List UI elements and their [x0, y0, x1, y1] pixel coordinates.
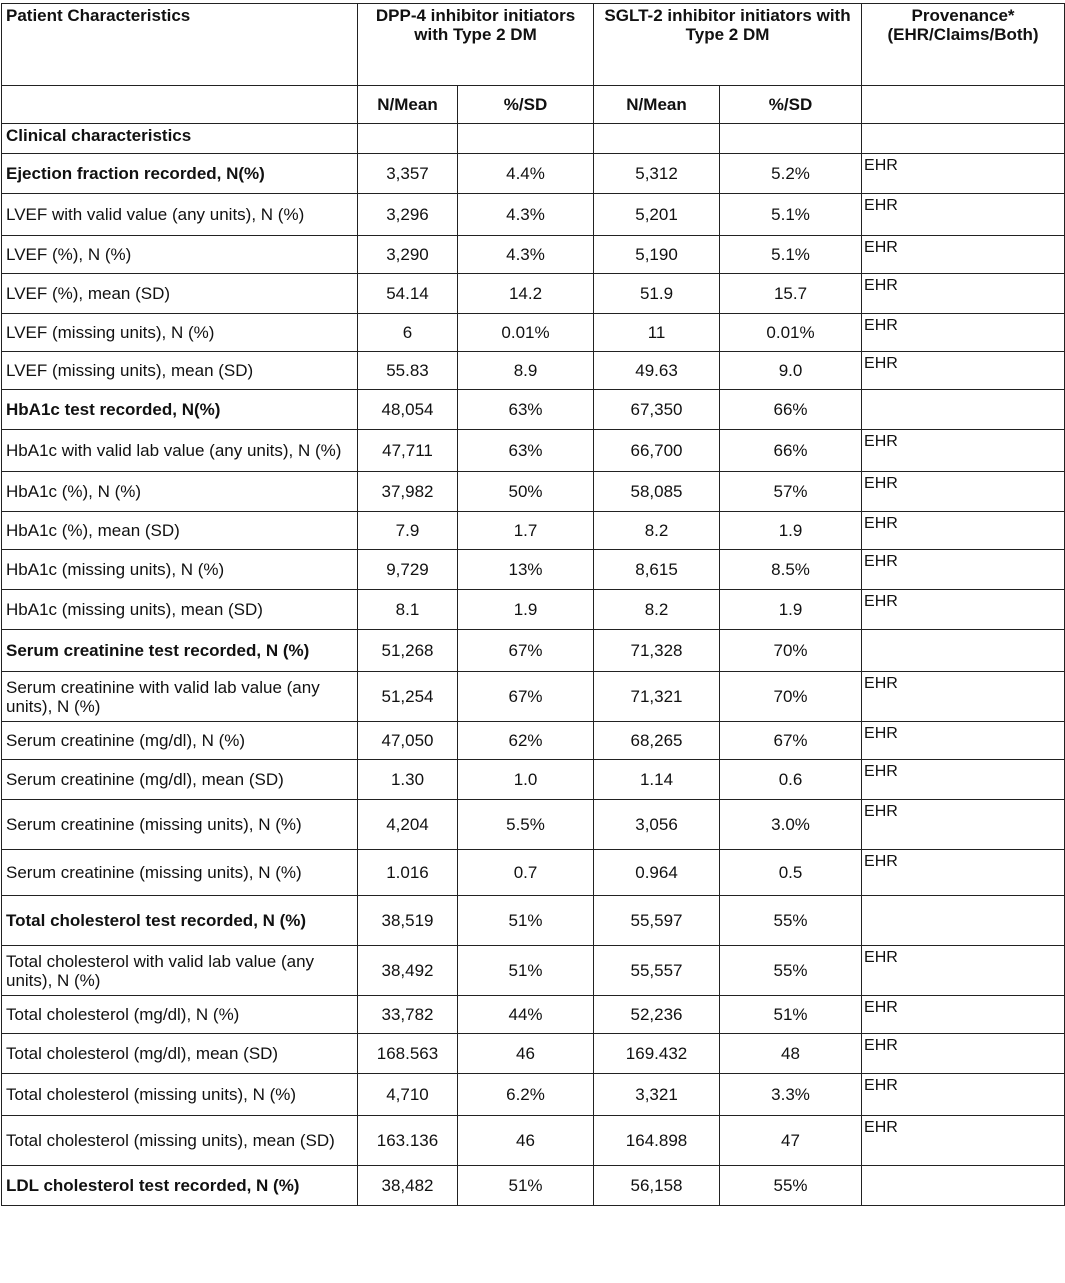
provenance-cell: [862, 1166, 1065, 1206]
provenance-cell: [862, 896, 1065, 946]
provenance-cell: EHR: [862, 472, 1065, 512]
dpp4-n-mean-cell: 4,710: [358, 1074, 458, 1116]
sglt2-pct-sd-cell: 66%: [720, 430, 862, 472]
row-label: Serum creatinine with valid lab value (any units), N (%): [2, 672, 358, 722]
row-label: Ejection fraction recorded, N(%): [2, 154, 358, 194]
dpp4-n-mean-cell: 33,782: [358, 996, 458, 1034]
table-row: [2, 1116, 1065, 1166]
dpp4-n-mean-cell: 1.016: [358, 850, 458, 896]
dpp4-n-mean-cell: 3,357: [358, 154, 458, 194]
row-label: HbA1c (missing units), N (%): [2, 550, 358, 590]
dpp4-pct-sd-cell: 14.2: [458, 274, 594, 314]
sglt2-n-mean-cell: 51.9: [594, 274, 720, 314]
sglt2-n-mean-cell: 5,312: [594, 154, 720, 194]
table-row: [2, 154, 1065, 194]
sglt2-pct-sd-cell: 66%: [720, 390, 862, 430]
table-row: [2, 760, 1065, 800]
sglt2-pct-sd-cell: 51%: [720, 996, 862, 1034]
table-row: [2, 590, 1065, 630]
table-row: [2, 630, 1065, 672]
table-row: [2, 1166, 1065, 1206]
subheader-row: [2, 86, 1065, 124]
table-row: [2, 512, 1065, 550]
dpp4-n-mean-cell: 51,254: [358, 672, 458, 722]
sglt2-n-mean-cell: 67,350: [594, 390, 720, 430]
provenance-cell: EHR: [862, 590, 1065, 630]
row-label: LVEF (missing units), mean (SD): [2, 352, 358, 390]
row-label: Total cholesterol (mg/dl), mean (SD): [2, 1034, 358, 1074]
sglt2-pct-sd-cell: 5.1%: [720, 194, 862, 236]
sglt2-n-mean-cell: 56,158: [594, 1166, 720, 1206]
sglt2-pct-sd-cell: 47: [720, 1116, 862, 1166]
section-empty-cell: [358, 124, 458, 154]
table-row: [2, 1074, 1065, 1116]
sglt2-pct-sd-cell: 8.5%: [720, 550, 862, 590]
sglt2-n-mean-cell: 71,328: [594, 630, 720, 672]
sglt2-n-mean-cell: 5,190: [594, 236, 720, 274]
table-row: [2, 896, 1065, 946]
dpp4-pct-sd-cell: 46: [458, 1034, 594, 1074]
dpp4-n-mean-cell: 38,492: [358, 946, 458, 996]
sglt2-n-mean-cell: 66,700: [594, 430, 720, 472]
sglt2-pct-sd-cell: 67%: [720, 722, 862, 760]
provenance-cell: EHR: [862, 352, 1065, 390]
provenance-cell: EHR: [862, 996, 1065, 1034]
table-row: [2, 352, 1065, 390]
subheader-provenance-empty: [862, 86, 1065, 124]
dpp4-pct-sd-cell: 4.4%: [458, 154, 594, 194]
sglt2-n-mean-cell: 68,265: [594, 722, 720, 760]
sglt2-n-mean-cell: 164.898: [594, 1116, 720, 1166]
dpp4-pct-sd-cell: 1.7: [458, 512, 594, 550]
sglt2-pct-sd-cell: 70%: [720, 630, 862, 672]
row-label: Serum creatinine (mg/dl), N (%): [2, 722, 358, 760]
sglt2-n-mean-cell: 55,557: [594, 946, 720, 996]
dpp4-pct-sd-cell: 13%: [458, 550, 594, 590]
section-empty-cell: [862, 124, 1065, 154]
sglt2-pct-sd-cell: 55%: [720, 1166, 862, 1206]
subheader-dpp4-n-mean: N/Mean: [358, 86, 458, 124]
provenance-cell: EHR: [862, 850, 1065, 896]
row-label: Total cholesterol (missing units), N (%): [2, 1074, 358, 1116]
sglt2-pct-sd-cell: 55%: [720, 896, 862, 946]
sglt2-n-mean-cell: 3,321: [594, 1074, 720, 1116]
table-row: [2, 236, 1065, 274]
sglt2-n-mean-cell: 55,597: [594, 896, 720, 946]
sglt2-n-mean-cell: 3,056: [594, 800, 720, 850]
sglt2-n-mean-cell: 58,085: [594, 472, 720, 512]
sglt2-pct-sd-cell: 1.9: [720, 590, 862, 630]
dpp4-pct-sd-cell: 0.01%: [458, 314, 594, 352]
provenance-cell: EHR: [862, 672, 1065, 722]
table-row: [2, 314, 1065, 352]
provenance-cell: EHR: [862, 194, 1065, 236]
dpp4-n-mean-cell: 1.30: [358, 760, 458, 800]
section-empty-cell: [458, 124, 594, 154]
sglt2-n-mean-cell: 49.63: [594, 352, 720, 390]
sglt2-n-mean-cell: 8.2: [594, 512, 720, 550]
sglt2-pct-sd-cell: 1.9: [720, 512, 862, 550]
dpp4-pct-sd-cell: 63%: [458, 430, 594, 472]
row-label: HbA1c test recorded, N(%): [2, 390, 358, 430]
dpp4-pct-sd-cell: 63%: [458, 390, 594, 430]
provenance-cell: EHR: [862, 550, 1065, 590]
header-row: [2, 4, 1065, 86]
dpp4-pct-sd-cell: 0.7: [458, 850, 594, 896]
dpp4-n-mean-cell: 8.1: [358, 590, 458, 630]
sglt2-n-mean-cell: 5,201: [594, 194, 720, 236]
table-row: [2, 946, 1065, 996]
dpp4-n-mean-cell: 48,054: [358, 390, 458, 430]
provenance-cell: EHR: [862, 236, 1065, 274]
row-label: Serum creatinine (mg/dl), mean (SD): [2, 760, 358, 800]
sglt2-pct-sd-cell: 70%: [720, 672, 862, 722]
header-sglt2-group: SGLT-2 inhibitor initiators with Type 2 DM: [594, 4, 862, 86]
provenance-cell: [862, 390, 1065, 430]
table-row: [2, 722, 1065, 760]
dpp4-n-mean-cell: 6: [358, 314, 458, 352]
provenance-cell: EHR: [862, 274, 1065, 314]
table-row: [2, 274, 1065, 314]
dpp4-n-mean-cell: 55.83: [358, 352, 458, 390]
row-label: HbA1c with valid lab value (any units), N (%): [2, 430, 358, 472]
row-label: Total cholesterol test recorded, N (%): [2, 896, 358, 946]
dpp4-pct-sd-cell: 5.5%: [458, 800, 594, 850]
provenance-cell: EHR: [862, 314, 1065, 352]
row-label: Serum creatinine test recorded, N (%): [2, 630, 358, 672]
dpp4-n-mean-cell: 47,050: [358, 722, 458, 760]
sglt2-pct-sd-cell: 3.0%: [720, 800, 862, 850]
row-label: Total cholesterol (missing units), mean (SD): [2, 1116, 358, 1166]
subheader-empty-cell: [2, 86, 358, 124]
dpp4-n-mean-cell: 38,482: [358, 1166, 458, 1206]
sglt2-pct-sd-cell: 5.1%: [720, 236, 862, 274]
sglt2-n-mean-cell: 169.432: [594, 1034, 720, 1074]
section-row: [2, 124, 1065, 154]
dpp4-n-mean-cell: 163.136: [358, 1116, 458, 1166]
dpp4-pct-sd-cell: 50%: [458, 472, 594, 512]
provenance-cell: [862, 630, 1065, 672]
dpp4-pct-sd-cell: 51%: [458, 896, 594, 946]
provenance-cell: EHR: [862, 154, 1065, 194]
provenance-cell: EHR: [862, 760, 1065, 800]
provenance-cell: EHR: [862, 722, 1065, 760]
row-label: Total cholesterol (mg/dl), N (%): [2, 996, 358, 1034]
dpp4-pct-sd-cell: 67%: [458, 672, 594, 722]
dpp4-pct-sd-cell: 51%: [458, 946, 594, 996]
sglt2-pct-sd-cell: 3.3%: [720, 1074, 862, 1116]
dpp4-pct-sd-cell: 62%: [458, 722, 594, 760]
table-row: [2, 194, 1065, 236]
row-label: LVEF (%), mean (SD): [2, 274, 358, 314]
provenance-cell: EHR: [862, 946, 1065, 996]
section-title: Clinical characteristics: [2, 124, 358, 154]
dpp4-n-mean-cell: 47,711: [358, 430, 458, 472]
dpp4-n-mean-cell: 7.9: [358, 512, 458, 550]
row-label: LVEF with valid value (any units), N (%): [2, 194, 358, 236]
sglt2-n-mean-cell: 0.964: [594, 850, 720, 896]
table-body: [2, 4, 1065, 1206]
dpp4-pct-sd-cell: 1.9: [458, 590, 594, 630]
provenance-cell: EHR: [862, 512, 1065, 550]
header-dpp4-group: DPP-4 inhibitor initiators with Type 2 DM: [358, 4, 594, 86]
table-row: [2, 390, 1065, 430]
sglt2-n-mean-cell: 8,615: [594, 550, 720, 590]
patient-characteristics-table: [1, 3, 1065, 1206]
row-label: LDL cholesterol test recorded, N (%): [2, 1166, 358, 1206]
sglt2-n-mean-cell: 52,236: [594, 996, 720, 1034]
dpp4-pct-sd-cell: 67%: [458, 630, 594, 672]
table-row: [2, 800, 1065, 850]
dpp4-pct-sd-cell: 8.9: [458, 352, 594, 390]
sglt2-n-mean-cell: 71,321: [594, 672, 720, 722]
row-label: LVEF (missing units), N (%): [2, 314, 358, 352]
sglt2-pct-sd-cell: 0.5: [720, 850, 862, 896]
dpp4-pct-sd-cell: 4.3%: [458, 236, 594, 274]
table-row: [2, 550, 1065, 590]
table-row: [2, 1034, 1065, 1074]
dpp4-n-mean-cell: 4,204: [358, 800, 458, 850]
section-empty-cell: [720, 124, 862, 154]
table-row: [2, 672, 1065, 722]
sglt2-n-mean-cell: 1.14: [594, 760, 720, 800]
dpp4-n-mean-cell: 38,519: [358, 896, 458, 946]
row-label: Serum creatinine (missing units), N (%): [2, 850, 358, 896]
dpp4-n-mean-cell: 3,296: [358, 194, 458, 236]
dpp4-pct-sd-cell: 1.0: [458, 760, 594, 800]
header-provenance: Provenance* (EHR/Claims/Both): [862, 4, 1065, 86]
subheader-sglt2-pct-sd: %/SD: [720, 86, 862, 124]
dpp4-pct-sd-cell: 46: [458, 1116, 594, 1166]
subheader-sglt2-n-mean: N/Mean: [594, 86, 720, 124]
dpp4-pct-sd-cell: 51%: [458, 1166, 594, 1206]
dpp4-pct-sd-cell: 6.2%: [458, 1074, 594, 1116]
subheader-dpp4-pct-sd: %/SD: [458, 86, 594, 124]
row-label: HbA1c (missing units), mean (SD): [2, 590, 358, 630]
dpp4-n-mean-cell: 37,982: [358, 472, 458, 512]
provenance-cell: EHR: [862, 1074, 1065, 1116]
header-patient-characteristics: Patient Characteristics: [2, 4, 358, 86]
sglt2-pct-sd-cell: 0.6: [720, 760, 862, 800]
sglt2-pct-sd-cell: 9.0: [720, 352, 862, 390]
section-empty-cell: [594, 124, 720, 154]
table-row: [2, 996, 1065, 1034]
sglt2-pct-sd-cell: 48: [720, 1034, 862, 1074]
sglt2-pct-sd-cell: 57%: [720, 472, 862, 512]
sglt2-pct-sd-cell: 0.01%: [720, 314, 862, 352]
row-label: HbA1c (%), mean (SD): [2, 512, 358, 550]
sglt2-pct-sd-cell: 55%: [720, 946, 862, 996]
row-label: HbA1c (%), N (%): [2, 472, 358, 512]
provenance-cell: EHR: [862, 800, 1065, 850]
table-row: [2, 850, 1065, 896]
table-row: [2, 472, 1065, 512]
sglt2-pct-sd-cell: 5.2%: [720, 154, 862, 194]
dpp4-n-mean-cell: 9,729: [358, 550, 458, 590]
dpp4-pct-sd-cell: 44%: [458, 996, 594, 1034]
table-row: [2, 430, 1065, 472]
row-label: Serum creatinine (missing units), N (%): [2, 800, 358, 850]
row-label: Total cholesterol with valid lab value (any units), N (%): [2, 946, 358, 996]
row-label: LVEF (%), N (%): [2, 236, 358, 274]
sglt2-n-mean-cell: 11: [594, 314, 720, 352]
dpp4-n-mean-cell: 51,268: [358, 630, 458, 672]
sglt2-n-mean-cell: 8.2: [594, 590, 720, 630]
dpp4-n-mean-cell: 54.14: [358, 274, 458, 314]
provenance-cell: EHR: [862, 430, 1065, 472]
dpp4-n-mean-cell: 3,290: [358, 236, 458, 274]
provenance-cell: EHR: [862, 1034, 1065, 1074]
dpp4-pct-sd-cell: 4.3%: [458, 194, 594, 236]
sglt2-pct-sd-cell: 15.7: [720, 274, 862, 314]
dpp4-n-mean-cell: 168.563: [358, 1034, 458, 1074]
provenance-cell: EHR: [862, 1116, 1065, 1166]
